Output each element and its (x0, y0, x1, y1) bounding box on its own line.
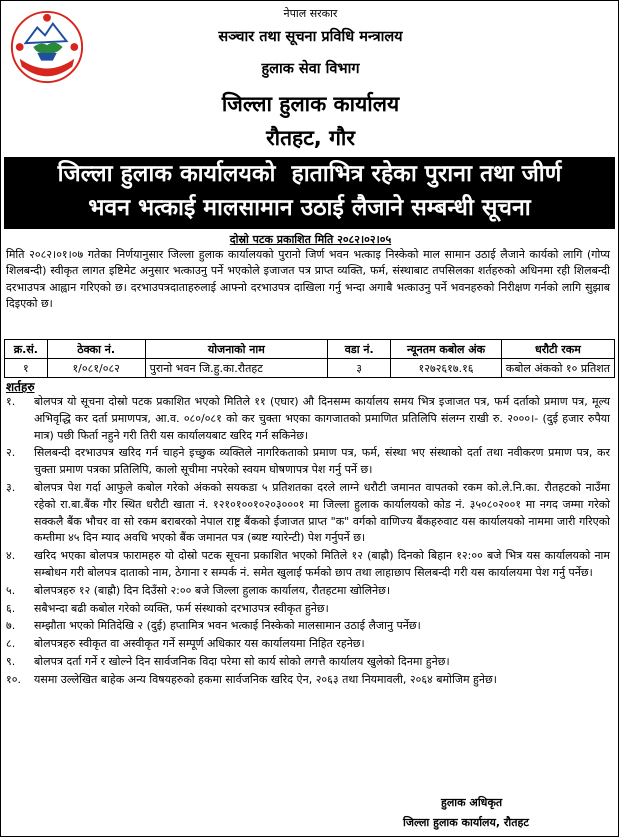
condition-text: बोलपत्रहरु स्वीकृत वा अस्वीकृत गर्ने सम्पूर्ण अधिकार यस कार्यालयमा निहित रहनेछ। (34, 637, 365, 651)
cell-contract-no: १/०८१/०८२ (47, 359, 145, 378)
list-item (6, 636, 610, 653)
conditions-list (6, 394, 610, 690)
cell-serial: १ (5, 359, 48, 378)
list-item (6, 548, 610, 582)
notice-title-banner (4, 157, 615, 229)
list-item (6, 618, 610, 635)
ministry-name: सञ्चार तथा सूचना प्रविधि मन्त्रालय (218, 29, 403, 45)
signatory-office: जिल्ला हुलाक कार्यालय, रौतहट (403, 816, 529, 829)
condition-number: ५. (6, 583, 16, 597)
office-location: रौतहट, गौर (266, 126, 355, 150)
publication-date: दोस्रो पटक प्रकाशित मिति २०८२।०२।०५ (229, 233, 392, 246)
col-header-ward-no: वडा नं. (328, 340, 391, 359)
notice-title-line-2: भवन भत्काई मालसामान उठाई लैजाने सम्बन्धी सूचना (88, 195, 531, 221)
notice-title-line-1: जिल्ला हुलाक कार्यालयको हाताभित्र रहेका पुराना तथा जीर्ण (57, 161, 562, 187)
condition-number: १. (6, 395, 16, 408)
department-name: हुलाक सेवा विभाग (261, 61, 360, 77)
intro-paragraph: मिति २०८२।०१।०७ गतेका निर्णयानुसार जिल्ला हुलाक कार्यालयको पुरानो जिर्ण भवन भत्काइ निस्केको माल सामान उठाई लैजाने कार्यको लागि (गोप्य शिलबन्दी) स्वीकृत लागत इष्टिमेट अनुसार भत्काउनु पर्ने भएकोले इजाजत पत्र प्राप्त व्यक्ति, फर्म, संस्थाबाट तपसिलका शर्तहरुको अधिनमा रही शिलबन्दी दरभाउपत्र आह्वान गरिएको छ। दरभाउपत्रदाताहरुलाई आफ्नो दरभाउपत्र दाखिला गर्नु भन्दा अगाबै भत्काउनु पर्ने भवनहरुको निरीक्षण गर्नको लागि सुझाब दिइएको छ। (6, 248, 610, 311)
col-header-project-name: योजनाको नाम (145, 340, 327, 359)
list-item (6, 672, 610, 689)
condition-number: २. (6, 446, 16, 460)
office-name: जिल्ला हुलाक कार्यालय (221, 92, 400, 116)
condition-text: बोलपत्रहरु १२ (बाह्रौ) दिन दिउँसो २:०० बजे जिल्ला हुलाक कार्यालय, रौतहटमा खोलिनेछ। (34, 583, 391, 597)
condition-number: १०. (6, 672, 21, 686)
condition-number: ७. (6, 619, 16, 633)
list-item (6, 394, 610, 444)
col-header-deposit: धरौटी रकम (501, 340, 614, 359)
list-item (6, 480, 610, 547)
condition-number: ६. (6, 601, 16, 615)
government-name: नेपाल सरकार (283, 7, 338, 20)
condition-number: ३. (6, 480, 16, 494)
condition-text: बोलपत्र दर्ता गर्ने र खोल्ने दिन सार्वजनिक विदा परेमा सो कार्य सोको लगत्तै कार्यालय खुलेको दिनमा हुनेछ। (34, 654, 450, 668)
condition-number: ९. (6, 654, 16, 668)
condition-number: ८. (6, 637, 16, 651)
table-header-row (5, 340, 615, 359)
conditions-heading: शर्तहरु (6, 380, 35, 394)
cell-deposit: कबोल अंकको १० प्रतिशत (501, 359, 614, 378)
condition-text: सबैभन्दा बढी कबोल गरेको व्यक्ति, फर्म संस्थाको दरभाउपत्र स्वीकृत हुनेछ। (34, 601, 329, 615)
list-item (6, 654, 610, 671)
cell-minimum-bid: १२७२६१७.१६ (391, 359, 501, 378)
tender-table (4, 339, 615, 378)
col-header-minimum-bid: न्यूनतम कबोल अंक (391, 340, 501, 359)
condition-text: सम्झौता भएको मितिदेखि २ (दुई) हप्तामित्र भवन भत्काई निस्केको मालसामान उठाई लैजानु पर्नेछ। (34, 619, 421, 633)
condition-text: सिलबन्दी दरभाउपत्र खरिद गर्न चाहने इच्छुक व्यक्तिले नागरिकताको प्रमाण पत्र, फर्म, संस्था भए संस्थाको दर्ता तथा नवीकरण प्रमाण पत्र, कर चुक्ता प्रमाण पत्रका प्रतिलिपि, कालो सूचीमा नपरेको स्वयम घोषणापत्र पेश गर्नु पर्ने छ। (34, 446, 610, 477)
condition-text: बोलपत्र यो सूचना दोस्रो पटक प्रकाशित भएको मितिले ११ (एघार) औ दिनसम्म कार्यालय समय भित्र इजाजत पत्र, फर्म दर्ताको प्रमाण पत्र, मूल्य अभिवृद्धि कर दर्ता प्रमाणपत्र, आ.व. ०८०/०८१ को कर चुक्ता भएका कागजातको प्रमाणित प्रतिलिपि संलग्न राखी रु. २०००।- (दुई हजार रुपैया मात्र) पछी फिर्ता नहुने गरी तिरी यस कार्यालयबाट खरिद गर्न सकिनेछ। (34, 395, 610, 442)
signatory-title: हुलाक अधिकृत (441, 796, 503, 809)
condition-text: यसमा उल्लेखित बाहेक अन्य विषयहरुको हकमा सार्वजनिक खरिद ऐन, २०६३ तथा नियमावली, २०६४ बमोजिम हुनेछ। (34, 672, 497, 686)
col-header-serial: क्र.सं. (5, 340, 48, 359)
cell-project-name: पुरानो भवन जि.हु.का.रौतहट (145, 359, 327, 378)
list-item (6, 445, 610, 479)
list-item (6, 583, 610, 600)
condition-text: बोलपत्र पेश गर्दा आफुले कबोल गरेको अंकको सयकडा ५ प्रतिशतका दरले लाग्ने धरौटी जमानत वापतको रकम को.ले.नि.का. रौतहटको नाउँमा रहेको रा.बा.बैंक गौर स्थित धरौटी खाता नं. १२१०१००१०२०३०००१ मा जिल्ला हुलाक कार्यालयको कोड नं. ३५०८०२००१ मा नगद जम्मा गरेको सक्कलै बैंक भौचर वा सो रकम बराबरको नेपाल राष्ट्र बैंकको ईजाजत प्राप्त "क" वर्गको वाणिज्य बैंकहरुवाट यस कार्यालयको नाममा जारी गरिएको कम्तीमा ४५ दिन म्याद अवधि भएको बैंक जमानत पत्र (ब्यष्ट ग्यारेन्टी) पेश गर्नुपर्ने छ। (34, 480, 610, 545)
list-item (6, 601, 610, 618)
condition-number: ४. (6, 549, 16, 563)
cell-ward-no: ३ (328, 359, 391, 378)
col-header-contract-no: ठेक्का नं. (47, 340, 145, 359)
table-row (5, 359, 615, 378)
condition-text: खरिद भएका बोलपत्र फारामहरु यो दोस्रो पटक सूचना प्रकाशित भएको मितिले १२ (बाह्रौ) दिनको बिहान १२:०० बजे भित्र यस कार्यालयको नाम सम्बोधन गरी बोलपत्र दाताको नाम, ठेगाना र सम्पर्क नं. समेत खुलाई फर्मको छाप तथा लाहाछाप सिलबन्दी गरी यस कार्यालयमा पेश गर्नु पर्नेछ। (34, 549, 610, 579)
